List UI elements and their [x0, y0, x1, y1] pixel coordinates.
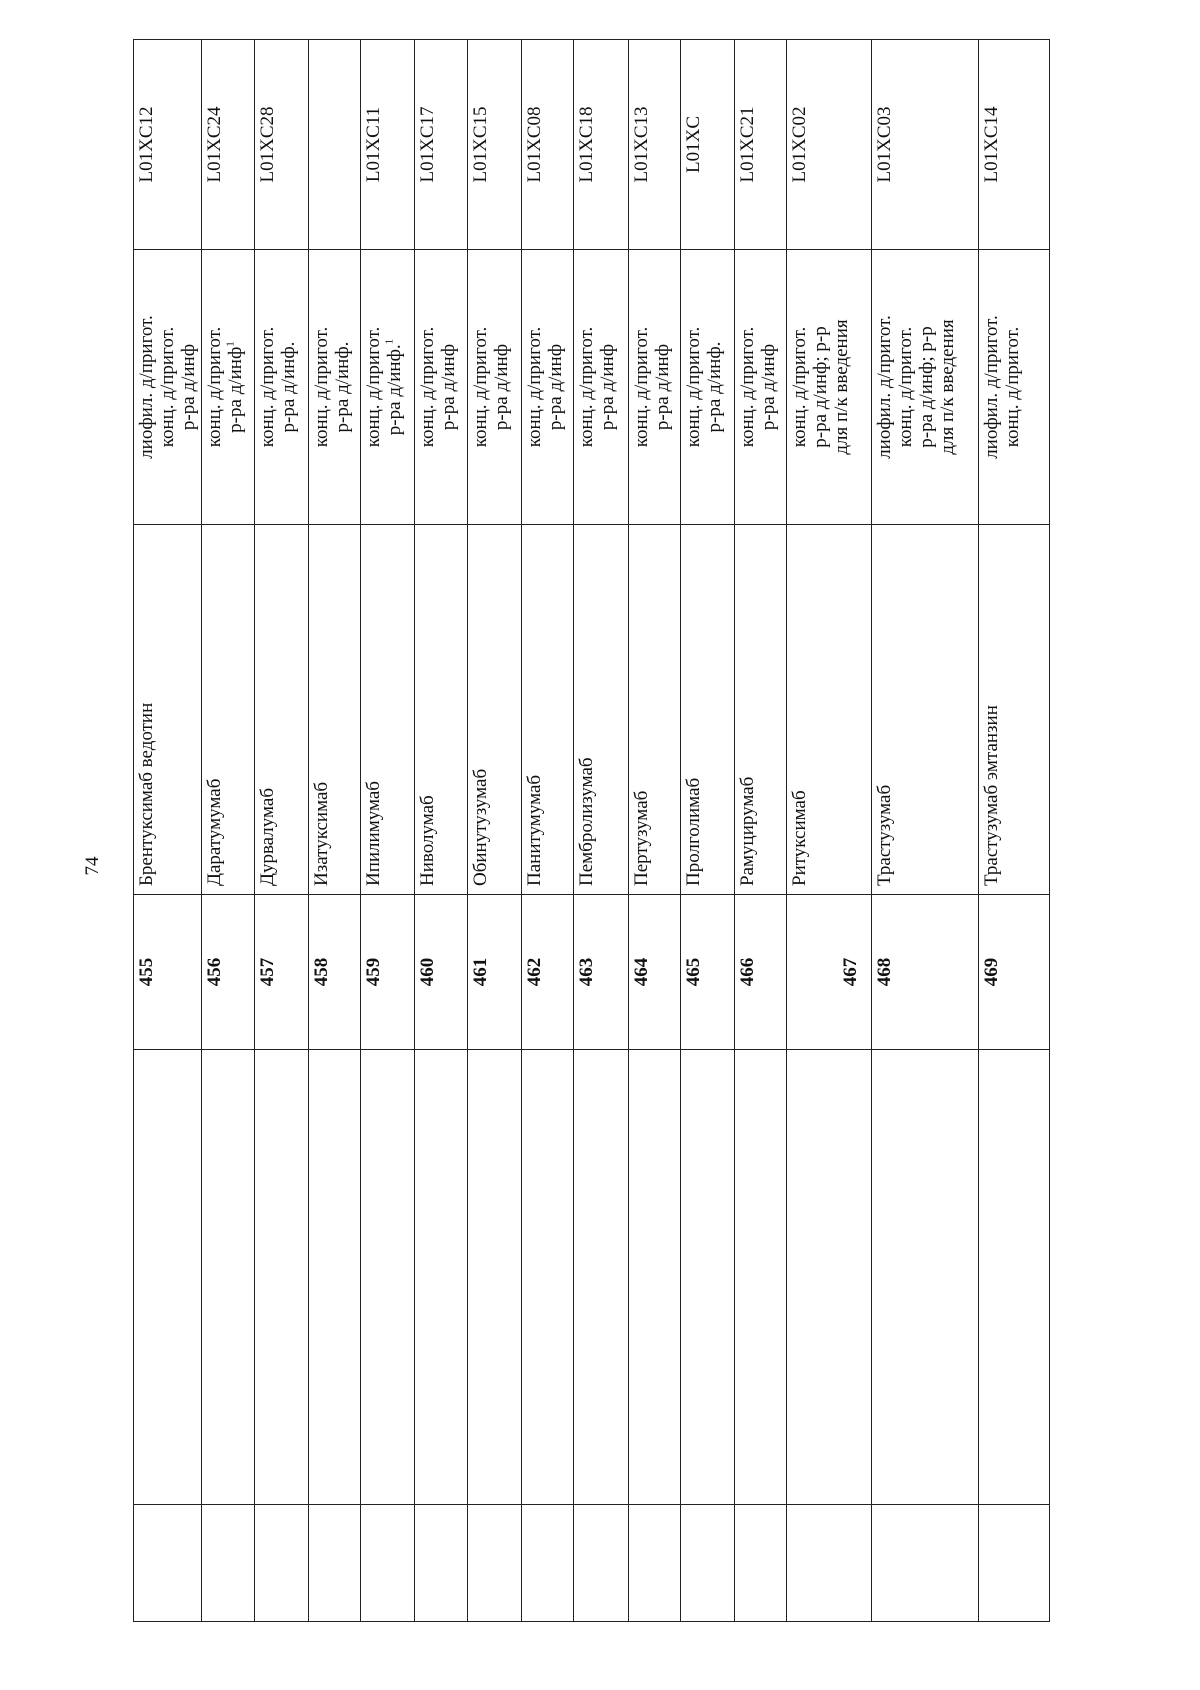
- empty-cell: [522, 1505, 574, 1622]
- dosage-form-line: [178, 256, 199, 518]
- drug-name: Дурвалумаб: [254, 525, 308, 895]
- dosage-form-text: конц. д/пригот.: [630, 326, 652, 448]
- row-number: 466: [735, 895, 787, 1050]
- table-row: [787, 40, 871, 1622]
- dosage-form-line: [204, 256, 225, 518]
- dosage-form-text: конц. д/пригот.: [363, 326, 385, 448]
- dosage-form-line: [704, 256, 725, 518]
- dosage-form-line: [831, 256, 852, 518]
- dosage-form-text: р-ра д/инф; р-р: [915, 326, 937, 448]
- dosage-form-line: [332, 256, 353, 518]
- dosage-form-text: конц. д/пригот.: [737, 326, 759, 448]
- drug-name: Брентуксимаб ведотин: [134, 525, 202, 895]
- dosage-forms: [522, 250, 574, 525]
- row-number: 465: [680, 895, 734, 1050]
- dosage-form-text: р-ра д/инф.: [384, 344, 406, 436]
- dosage-form-line: [683, 256, 704, 518]
- table-row: [467, 40, 521, 1622]
- dosage-forms: [680, 250, 734, 525]
- dosage-forms: [134, 250, 202, 525]
- empty-cell: [680, 1050, 734, 1505]
- empty-cell: [979, 1505, 1050, 1622]
- table-row: [415, 40, 467, 1622]
- table-body: [134, 40, 1050, 1622]
- table-row: [735, 40, 787, 1622]
- dosage-form-line: [278, 256, 299, 518]
- dosage-form-line: [576, 256, 597, 518]
- dosage-form-text: конц. д/пригот.: [310, 326, 332, 448]
- table-row: [308, 40, 360, 1622]
- dosage-form-text: конц. д/пригот.: [157, 326, 178, 448]
- medicines-table-container: [133, 40, 1050, 1622]
- table-row: [254, 40, 308, 1622]
- dosage-form-text: р-ра д/инф: [225, 346, 247, 433]
- empty-cell: [871, 1050, 979, 1505]
- drug-name: Панитумумаб: [522, 525, 574, 895]
- dosage-form-text: р-ра д/инф: [651, 343, 673, 431]
- empty-cell: [415, 1505, 467, 1622]
- dosage-form-line: [470, 256, 491, 518]
- empty-cell: [134, 1505, 202, 1622]
- dosage-forms: [308, 250, 360, 525]
- atc-code: L01XC: [680, 40, 734, 250]
- atc-code: L01XC08: [522, 40, 574, 250]
- table-row: [871, 40, 979, 1622]
- row-number: 457: [254, 895, 308, 1050]
- empty-cell: [680, 1505, 734, 1622]
- dosage-form-line: [417, 256, 438, 518]
- footnote-marker: 1: [383, 338, 396, 345]
- empty-cell: [134, 1050, 202, 1505]
- table-row: [680, 40, 734, 1622]
- dosage-form-line: [937, 256, 958, 518]
- drug-name: Пембролизумаб: [574, 525, 628, 895]
- dosage-form-line: [789, 256, 810, 518]
- atc-code: L01XC21: [735, 40, 787, 250]
- empty-cell: [254, 1505, 308, 1622]
- dosage-form-line: [895, 256, 916, 518]
- dosage-form-text: лиофил. д/пригот.: [873, 315, 895, 459]
- empty-cell: [574, 1505, 628, 1622]
- dosage-form-text: р-ра д/инф: [545, 343, 567, 431]
- dosage-form-text: р-ра д/инф.: [277, 341, 299, 433]
- dosage-form-line: [438, 256, 459, 518]
- atc-code: L01XC28: [254, 40, 308, 250]
- empty-cell: [628, 1050, 680, 1505]
- empty-cell: [202, 1505, 254, 1622]
- dosage-form-line: [758, 256, 779, 518]
- row-number: 455: [134, 895, 202, 1050]
- empty-cell: [254, 1050, 308, 1505]
- empty-cell: [628, 1505, 680, 1622]
- row-number: 458: [308, 895, 360, 1050]
- drug-name: Ритуксимаб: [787, 525, 871, 895]
- drug-name: Ипилимумаб: [361, 525, 415, 895]
- empty-cell: [467, 1050, 521, 1505]
- table-row: [361, 40, 415, 1622]
- dosage-form-text: р-ра д/инф: [490, 343, 512, 431]
- footnote-marker: 1: [225, 341, 238, 347]
- dosage-form-text: конц. д/пригот.: [682, 326, 704, 448]
- drug-name: Пертузумаб: [628, 525, 680, 895]
- atc-code: L01XC24: [202, 40, 254, 250]
- drug-name: Рамуцирумаб: [735, 525, 787, 895]
- dosage-form-line: [981, 256, 1002, 518]
- dosage-form-text: для п/к введения: [831, 319, 853, 455]
- dosage-form-text: конц. д/пригот.: [789, 326, 811, 448]
- page-number: 74: [82, 856, 103, 876]
- atc-code: L01XC11: [361, 40, 415, 250]
- dosage-form-line: [157, 256, 178, 518]
- empty-cell: [787, 1050, 871, 1505]
- empty-cell: [202, 1050, 254, 1505]
- empty-cell: [735, 1505, 787, 1622]
- dosage-form-line: [257, 256, 278, 518]
- drug-name: Пролголимаб: [680, 525, 734, 895]
- drug-name: Трастузумаб: [871, 525, 979, 895]
- table-row: [628, 40, 680, 1622]
- dosage-form-line: [874, 256, 895, 518]
- row-number: 461: [467, 895, 521, 1050]
- dosage-forms: [574, 250, 628, 525]
- dosage-forms: [628, 250, 680, 525]
- row-number: 460: [415, 895, 467, 1050]
- drug-name: Даратумумаб: [202, 525, 254, 895]
- dosage-form-text: лиофил. д/пригот.: [136, 315, 157, 459]
- dosage-form-line: [916, 256, 937, 518]
- table-row: [202, 40, 254, 1622]
- dosage-form-text: конц. д/пригот.: [417, 326, 439, 448]
- atc-code: [308, 40, 360, 250]
- dosage-form-text: лиофил. д/пригот.: [981, 315, 1003, 459]
- dosage-form-text: конц. д/пригот.: [576, 326, 598, 448]
- empty-cell: [361, 1050, 415, 1505]
- dosage-forms: [361, 250, 415, 525]
- table-row: [134, 40, 202, 1622]
- empty-cell: [415, 1050, 467, 1505]
- dosage-form-text: конц. д/пригот.: [894, 326, 916, 448]
- dosage-form-line: [136, 256, 157, 518]
- dosage-forms: [787, 250, 871, 525]
- atc-code: L01XC12: [134, 40, 202, 250]
- empty-cell: [308, 1505, 360, 1622]
- empty-cell: [361, 1505, 415, 1622]
- dosage-form-line: [491, 256, 512, 518]
- dosage-form-text: для п/к введения: [936, 319, 958, 455]
- dosage-form-text: р-ра д/инф: [597, 343, 619, 431]
- dosage-forms: [979, 250, 1050, 525]
- atc-code: L01XC03: [871, 40, 979, 250]
- empty-cell: [979, 1050, 1050, 1505]
- row-number: 459: [361, 895, 415, 1050]
- row-number: 456: [202, 895, 254, 1050]
- dosage-form-line: [363, 256, 384, 518]
- dosage-form-text: р-ра д/инф: [178, 343, 199, 431]
- dosage-form-text: р-ра д/инф.: [331, 341, 353, 433]
- dosage-form-line: [524, 256, 545, 518]
- empty-cell: [574, 1050, 628, 1505]
- drug-name: Изатуксимаб: [308, 525, 360, 895]
- dosage-forms: [735, 250, 787, 525]
- dosage-form-text: р-ра д/инф; р-р: [810, 326, 832, 448]
- dosage-form-line: [810, 256, 831, 518]
- dosage-form-text: конц. д/пригот.: [256, 326, 278, 448]
- dosage-forms: [202, 250, 254, 525]
- atc-code: L01XC14: [979, 40, 1050, 250]
- dosage-form-line: [545, 256, 566, 518]
- atc-code: L01XC13: [628, 40, 680, 250]
- dosage-form-line: [384, 256, 405, 518]
- medicines-table: [133, 39, 1050, 1622]
- empty-cell: [522, 1050, 574, 1505]
- drug-name: Ниволумаб: [415, 525, 467, 895]
- drug-name: Трастузумаб эмтанзин: [979, 525, 1050, 895]
- atc-code: L01XC18: [574, 40, 628, 250]
- table-row: [979, 40, 1050, 1622]
- row-number: 469: [979, 895, 1050, 1050]
- dosage-form-line: [737, 256, 758, 518]
- dosage-form-text: конц. д/пригот.: [524, 326, 546, 448]
- dosage-form-line: [225, 256, 246, 518]
- empty-cell: [308, 1050, 360, 1505]
- row-number: 468: [871, 895, 979, 1050]
- dosage-form-text: р-ра д/инф: [438, 343, 460, 431]
- dosage-forms: [415, 250, 467, 525]
- row-number: 467: [787, 895, 871, 1050]
- dosage-form-line: [652, 256, 673, 518]
- row-number: 462: [522, 895, 574, 1050]
- dosage-form-text: конц. д/пригот.: [469, 326, 491, 448]
- dosage-form-line: [1002, 256, 1023, 518]
- row-number: 464: [628, 895, 680, 1050]
- atc-code: L01XC17: [415, 40, 467, 250]
- atc-code: L01XC02: [787, 40, 871, 250]
- dosage-forms: [254, 250, 308, 525]
- dosage-form-line: [311, 256, 332, 518]
- empty-cell: [871, 1505, 979, 1622]
- dosage-form-text: конц. д/пригот.: [1002, 326, 1024, 448]
- atc-code: L01XC15: [467, 40, 521, 250]
- drug-name: Обинутузумаб: [467, 525, 521, 895]
- dosage-forms: [467, 250, 521, 525]
- empty-cell: [467, 1505, 521, 1622]
- dosage-form-text: р-ра д/инф.: [703, 341, 725, 433]
- dosage-form-line: [597, 256, 618, 518]
- table-row: [522, 40, 574, 1622]
- empty-cell: [735, 1050, 787, 1505]
- row-number: 463: [574, 895, 628, 1050]
- dosage-form-text: конц. д/пригот.: [204, 326, 226, 448]
- table-row: [574, 40, 628, 1622]
- dosage-forms: [871, 250, 979, 525]
- dosage-form-text: р-ра д/инф: [758, 343, 780, 431]
- dosage-form-line: [631, 256, 652, 518]
- empty-cell: [787, 1505, 871, 1622]
